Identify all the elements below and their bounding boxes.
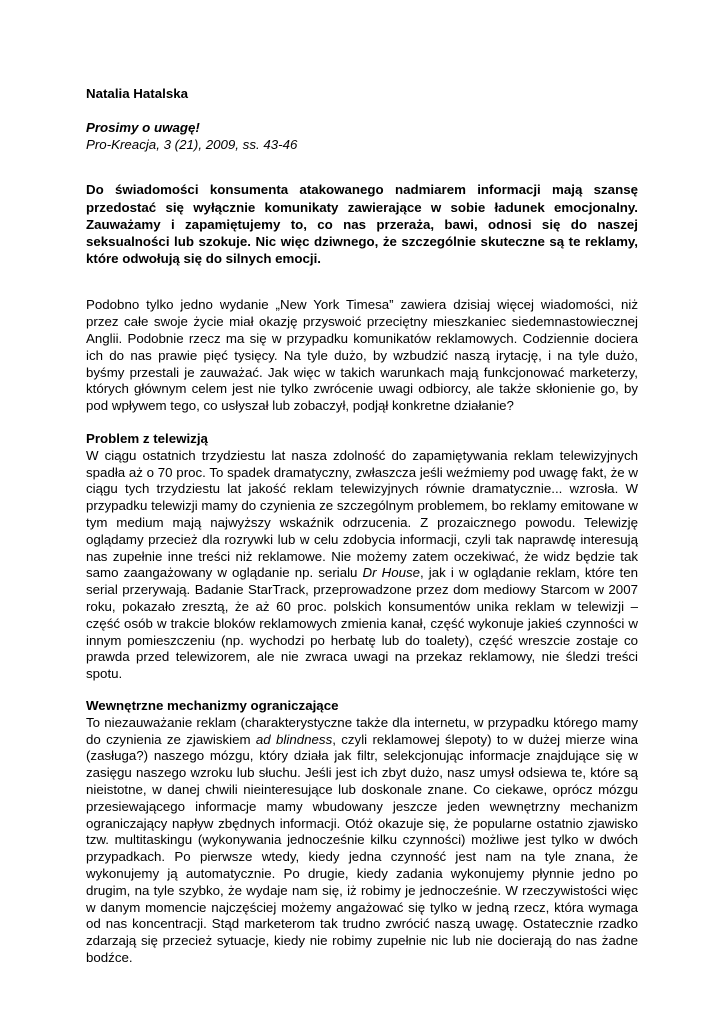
section-paragraph-tv [86,448,638,683]
article-source: Pro-Kreacja, 3 (21), 2009, ss. 43-46 [86,136,298,152]
text-run: , czyli reklamowej ślepoty) to w dużej mierze wina (zasługa?) naszego mózgu, który działa jak filtr, selekcjonując informacje znajdujące się w zasięgu naszego wzroku lub słuchu. Jeśli jest ich zbyt dużo, nasz umysł odsiewa te, które są nieistotne, w danej chwili nieinteresujące lub doskonale znane. Co ciekawe, oprócz mózgu przesiewającego informacje mamy wbudowany jeszcze jeden wewnętrzny mechanizm ograniczający napływ zbędnych informacji. Otóż okazuje się, że popularne ostatnio zjawisko tzw. multitaskingu (wykonywania jednocześnie kilku czynności) możliwe jest tylko w dwóch przypadkach. Po pierwsze wtedy, kiedy jedna czynność jest nam na tyle znana, że wykonujemy ją automatycznie. Po drugie, kiedy zadania wykonujemy płynnie jedno po drugim, na tyle szybko, że wydaje nam się, iż robimy je jednocześnie. W rzeczywistości więc w danym momencie najczęściej możemy angażować się tylko w jedną rzecz, która wymaga od nas koncentracji. Stąd marketerom tak trudno zwrócić naszą uwagę. Ostatecznie rzadko zdarzają się przecież sytuacje, kiedy nie robimy zupełnie nic lub nie docierają do nas żadne bodźce. [86,731,638,965]
text-run: W ciągu ostatnich trzydziestu lat nasza zdolność do zapamiętywania reklam telewizyjnych spadła aż o 70 proc. To spadek dramatyczny, zwłaszcza jeśli weźmiemy pod uwagę fakt, że w ciągu tych trzydziestu lat jakość reklam telewizyjnych równie dramatycznie... wzrosła. W przypadku telewizji mamy do czynienia ze szczególnym problemem, bo reklamy emitowane w tym medium mają najwyższy wskaźnik odrzucenia. Z prozaicznego powodu. Telewizję oglądamy przecież dla rozrywki lub w celu zdobycia informacji, czyli tak naprawdę interesują nas zupełnie inne treści niż reklamowe. Nie możemy zatem oczekiwać, że widz będzie tak samo zaangażowany w oglądanie np. serialu [86,447,638,581]
lead-paragraph: Do świadomości konsumenta atakowanego nadmiarem informacji mają szansę przedostać się wyłącznie komunikaty zawierające w sobie ładunek emocjonalny. Zauważamy i zapamiętujemy to, co nas przeraża, bawi, odnosi się do naszej seksualności lub szokuje. Nic więc dziwnego, że szczególnie skuteczne są te reklamy, które odwołują się do silnych emocji. [86,182,638,267]
intro-paragraph: Podobno tylko jedno wydanie „New York Timesa” zawiera dzisiaj więcej wiadomości, niż przez całe swoje życie miał okazję przyswoić przeciętny mieszkaniec siedemnastowiecznej Anglii. Podobnie rzecz ma się w przypadku komunikatów reklamowych. Codziennie dociera ich do nas prawie pięć tysięcy. Na tyle dużo, by wzbudzić naszą irytację, i na tyle dużo, byśmy przestali je zauważać. Jak więc w takich warunkach mają funkcjonować marketerzy, których głównym celem jest nie tylko zwrócenie uwagi odbiorcy, ale także skłonienie go, by pod wpływem tego, co usłyszał lub zobaczył, podjął konkretne działanie? [86,297,638,414]
section-heading-tv: Problem z telewizją [86,430,208,446]
section-heading-mechanisms: Wewnętrzne mechanizmy ograniczające [86,697,339,713]
author-name: Natalia Hatalska [86,86,188,101]
section-paragraph-mechanisms [86,715,638,967]
italic-term: ad blindness [255,731,333,747]
italic-title: Dr House [362,565,421,581]
text-run: , jak i w oglądanie reklam, które ten serial przerywają. Badanie StarTrack, przeprowadzone przez dom mediowy Starcom w 2007 roku, pokazało zresztą, że aż 60 proc. polskich konsumentów unika reklam w telewizji – część osób w trakcie bloków reklamowych zmienia kanał, część wykonuje jakieś czynności w innym pomieszczeniu (np. wychodzi po herbatę lub do toalety), część wreszcie zostaje co prawda przed telewizorem, ale nie zwraca uwagi na przekaz reklamowy, nie śledzi treści spotu. [86,565,638,682]
article-title: Prosimy o uwagę! [86,119,200,135]
text-run: To niezauważanie reklam (charakterystyczne także dla internetu, w przypadku którego mamy do czynienia ze zjawiskiem [86,714,638,747]
document-page [86,86,638,967]
